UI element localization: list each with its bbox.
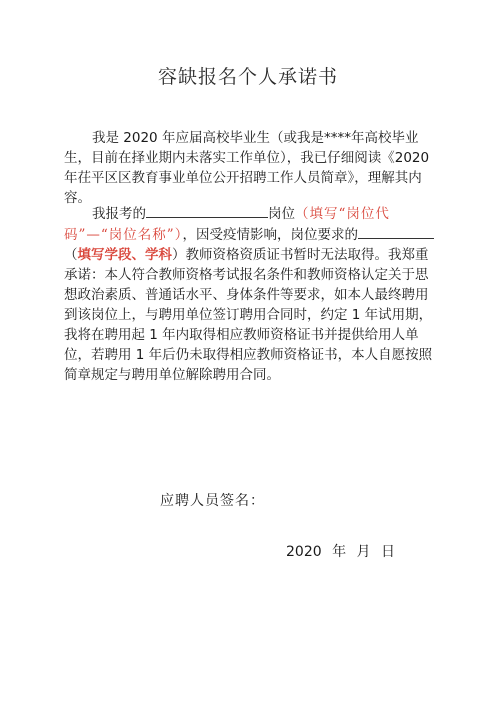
p2-text-d: ）教师资格资质证书暂时无法取得。 <box>172 247 388 263</box>
date-line: 2020 年 月 日 <box>286 544 395 560</box>
subject-blank-line <box>358 224 434 239</box>
paragraph-1 <box>64 128 436 208</box>
subject-hint: 填写学段、学科 <box>77 247 172 263</box>
paragraph-2 <box>64 203 436 385</box>
p2-paren-open: （ <box>64 247 78 263</box>
p2-text-e: 我郑重承诺：本人符合教师资格考试报名条件和教师资格认定关于思想政治素质、普通话水平、身体条件等要求，如本人最终聘用到该岗位上，与聘用单位签订聘用合同时，约定 1 年试用期，我将在聘用起 1 年内取得相应教师资格证书并提供给用人单位，若聘用 1 年后仍未取得相应教师资格证书，本人自愿按照简章规定与聘用单位解除聘用合同。 <box>64 247 433 383</box>
post-blank-line <box>146 203 268 218</box>
document-title: 容缺报名个人承诺书 <box>157 66 338 88</box>
p2-text-c: ，因受疫情影响，岗位要求的 <box>182 227 358 243</box>
paragraph-1-text: 我是 2020 年应届高校毕业生（或我是****年高校毕业生，目前在择业期内未落实工作单位），我已仔细阅读《2020 年茌平区区教育事业单位公开招聘工作人员简章》，理解其内容。 <box>64 130 430 206</box>
p2-text-a: 我报考的 <box>92 206 146 222</box>
post-hint: （填写“岗位代码”—“岗位名称”） <box>64 206 390 243</box>
signature-label: 应聘人员签名： <box>160 493 265 509</box>
p2-text-b: 岗位 <box>268 206 295 222</box>
